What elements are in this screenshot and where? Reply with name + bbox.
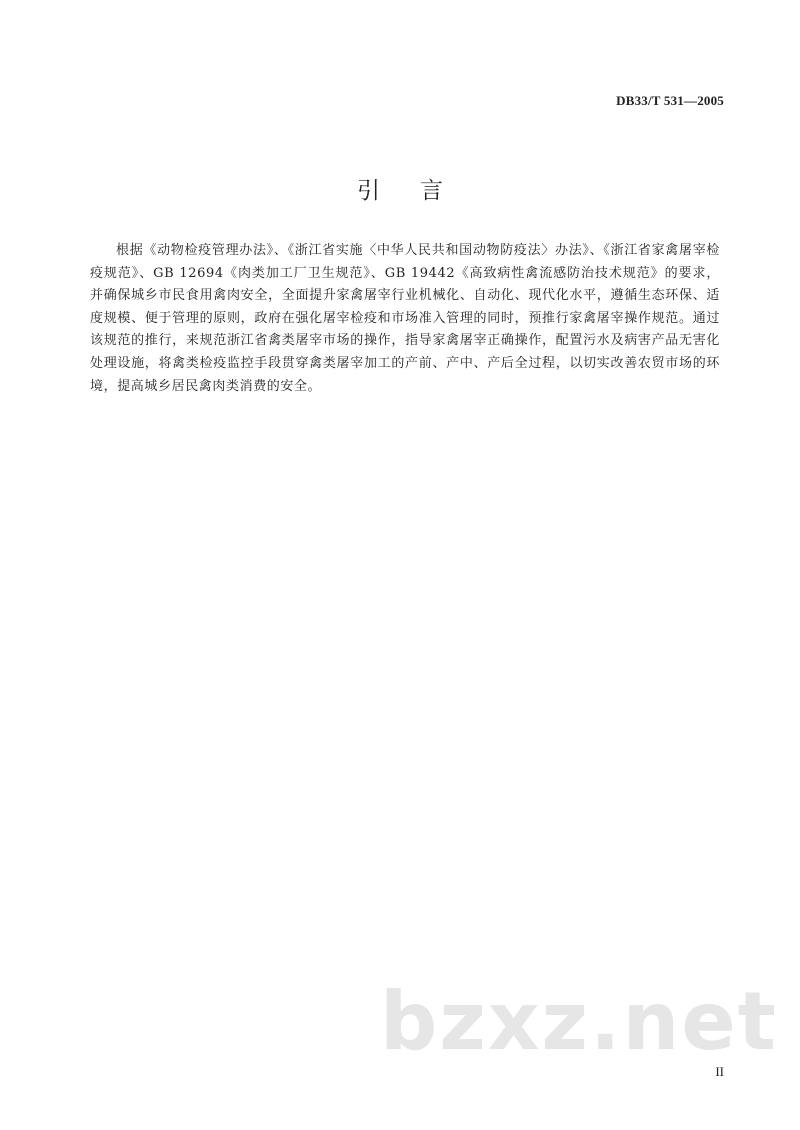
watermark-text: bzxz.net: [380, 975, 778, 1068]
page-number: II: [715, 1064, 724, 1079]
intro-paragraph: 根据《动物检疫管理办法》、《浙江省实施〈中华人民共和国动物防疫法〉办法》、《浙江省家禽屠宰检疫规范》、GB 12694《肉类加工厂卫生规范》、GB 19442《高致病性禽流感防治技术规范》的要求，并确保城乡市民食用禽肉安全，全面提升家禽屠宰行业机械化、自动化、现代化水平，遵循生态环保、适度规模、便于管理的原则，政府在强化屠宰检疫和市场准入管理的同时，预推行家禽屠宰操作规范。通过该规范的推行，来规范浙江省禽类屠宰市场的操作，指导家禽屠宰正确操作，配置污水及病害产品无害化处理设施，将禽类检疫监控手段贯穿禽类屠宰加工的产前、产中、产后全过程，以切实改善农贸市场的环境，提高城乡居民禽肉类消费的安全。: [90, 243, 720, 394]
document-code: DB33/T 531—2005: [616, 93, 724, 108]
section-title: 引言: [357, 178, 483, 204]
